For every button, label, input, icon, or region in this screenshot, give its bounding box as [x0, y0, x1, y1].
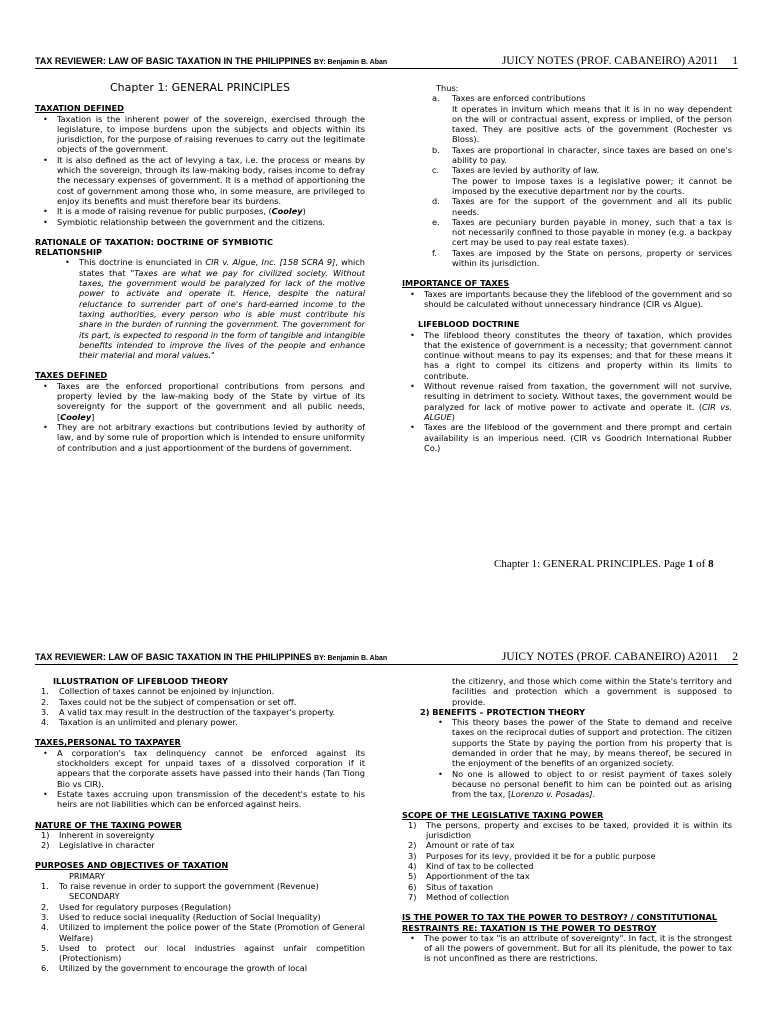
- list-item: f. Taxes are imposed by the State on persons, property or services within its jurisdiction.: [432, 247, 732, 269]
- list-item: 2) Legislative in character: [41, 840, 155, 851]
- list-item: • The lifeblood theory constitutes the theory of taxation, which provides that the existence of government is a necessity; that government cannot continue without means to pay its expenses; and that for these means it has a right to compel its citizens and property within its limits to contribute.: [402, 330, 732, 381]
- page-header: [35, 648, 738, 665]
- header-right: [502, 55, 738, 67]
- heading-importance: IMPORTANCE OF TAXES: [402, 278, 510, 289]
- list-item: b. Taxes are proportional in character, since taxes are based on one's ability to pay.: [432, 144, 732, 166]
- page-2: [0, 600, 768, 1024]
- list-item: 3. Used to reduce social inequality (Reduction of Social Inequality): [41, 911, 321, 922]
- list-item: 4. Utilized to implement the police power of the State (Promotion of General Welfare): [41, 922, 365, 943]
- heading-benefits: 2) BENEFITS – PROTECTION THEORY: [420, 706, 586, 717]
- list-item: 7) Method of collection: [408, 891, 510, 902]
- list-item: a. Taxes are enforced contributions It operates in invitum which means that it is in no way dependent on the will or contractual assent, express or implied, of the person taxed. They are positive acts of the government (Rochester vs Bloss).: [432, 93, 732, 145]
- thus-label: Thus:: [436, 83, 459, 93]
- list-item: 1. Collection of taxes cannot be enjoined by injunction.: [41, 686, 275, 697]
- list-item: c. Taxes are levied by authority of law. The power to impose taxes is a legislative power; it cannot be imposed by the executive department nor by the courts.: [432, 165, 732, 196]
- citation: Cooley: [271, 206, 303, 217]
- thus-list: [402, 93, 732, 268]
- left-column: [35, 676, 365, 974]
- list-item: 4) Kind of tax to be collected: [408, 861, 534, 872]
- header-author: BY: Benjamin B. Aban: [314, 655, 388, 662]
- citation: Cooley: [60, 411, 92, 422]
- heading-purposes: PURPOSES AND OBJECTIVES OF TAXATION: [35, 860, 229, 871]
- scope-list: [402, 820, 732, 902]
- primary-label: PRIMARY: [69, 870, 105, 881]
- quote: Taxes are what we pay for civilized society. Without taxes, the government would be paralyzed for lack of the motive power to activate and operate it. Hence, despite the natural reluctance to surrender part of one's hard-earned income to the taxing authorities, every person who is able must contribute his share in the burden of running the government. The government for its part, is expected to respond in the form of tangible and intangible benefits intended to improve the lives of the people and enhance their material and moral values.: [79, 267, 365, 361]
- list-item: • The power to tax "is an attribute of sovereignty". In fact, it is the strongest of all the powers of government. But for all its plenitude, the power to tax is not unconfined as there are restrictions.: [402, 933, 732, 964]
- destroy-list: [402, 933, 732, 964]
- page-number: 2: [732, 651, 738, 663]
- purposes-primary-list: [35, 881, 365, 891]
- heading-scope: SCOPE OF THE LEGISLATIVE TAXING POWER: [402, 809, 604, 820]
- heading-illustration: ILLUSTRATION OF LIFEBLOOD THEORY: [53, 676, 228, 686]
- header-title: TAX REVIEWER: LAW OF BASIC TAXATION IN THE PHILIPPINES BY: Benjamin B. Aban: [35, 56, 388, 66]
- list-item: 2. Used for regulatory purposes (Regulation): [41, 901, 232, 912]
- header-title: TAX REVIEWER: LAW OF BASIC TAXATION IN THE PHILIPPINES BY: Benjamin B. Aban: [35, 652, 388, 662]
- page-footer: Chapter 1: GENERAL PRINCIPLES. Page 1 of 8: [494, 558, 714, 570]
- list-item: • Taxes are the lifeblood of the government and there prompt and certain availability is an imperious need. (CIR vs Goodrich International Rubber Co.): [402, 422, 732, 453]
- right-column: [402, 676, 732, 964]
- taxation-defined-list: [35, 114, 365, 227]
- left-column: [35, 83, 365, 453]
- page-number: 1: [732, 55, 738, 67]
- citation: Lorenzo v. Posadas]: [511, 789, 593, 800]
- header-note: JUICY NOTES (PROF. CABANEIRO) A2011: [501, 55, 719, 67]
- header-note: JUICY NOTES (PROF. CABANEIRO) A2011: [501, 651, 719, 663]
- list-item: • This theory bases the power of the State to demand and receive taxes on the reciprocal duties of support and protection. The citizen supports the State by paying the portion from his property that is demanded in order that he may, by means thereof, be secured in the enjoyment of the benefits of an organized society.: [430, 717, 732, 768]
- personal-list: [35, 748, 365, 810]
- list-item: 1) Inherent in sovereignty: [41, 829, 155, 840]
- list-item: 2. Taxes could not be the subject of compensation or set off.: [41, 696, 297, 707]
- list-item: 4. Taxation is an unlimited and plenary power.: [41, 717, 238, 728]
- list-item: 5. Used to protect our local industries against unfair competition (Protectionism): [41, 942, 365, 964]
- list-item: • Taxes are importants because they the lifeblood of the government and so should be calculated without unnecessary hindrance (CIR vs Algue).: [402, 289, 732, 310]
- list-item: • Symbiotic relationship between the government and the citizens.: [35, 217, 365, 227]
- list-item: e. Taxes are pecuniary burden payable in money, such that a tax is not necessarily confined to those payable in money (e.g. a backpay cert may be used to pay real estate taxes).: [432, 216, 732, 248]
- list-item: 1. To raise revenue in order to support the government (Revenue): [41, 881, 319, 892]
- list-item: • Taxation is the inherent power of the sovereign, exercised through the legislature, to impose burdens upon the subjects and objects within its jurisdiction, for the purpose of raising revenues to carry out the legitimate objects of the government.: [35, 114, 365, 155]
- rationale-list: [35, 257, 365, 360]
- list-item: • This doctrine is enunciated in CIR v. Algue, Inc. [158 SCRA 9], which states that "Taxes are what we pay for civilized society. Without taxes, the government would be paralyzed for lack of the motive power to activate and operate it. Hence, despite the natural reluctance to surrender part of one's hard-earned income to the taxing authorities, every person who is able must contribute his share in the burden of running the government. The government for its part, is expected to respond in the form of tangible and intangible benefits intended to improve the lives of the people and enhance their material and moral values.": [57, 257, 365, 360]
- list-item: 6. Utilized by the government to encourage the growth of local: [41, 963, 308, 974]
- list-item: • It is a mode of raising revenue for public purposes, (Cooley): [35, 206, 365, 216]
- list-item: 3. A valid tax may result in the destruction of the taxpayer's property.: [41, 706, 336, 717]
- heading-nature: NATURE OF THE TAXING POWER: [35, 819, 182, 830]
- illustration-list: [35, 686, 365, 727]
- list-item: 1) The persons, property and excises to be taxed, provided it is within its jurisdiction: [408, 819, 732, 841]
- header-author: BY: Benjamin B. Aban: [314, 59, 388, 66]
- list-item: 3) Purposes for its levy, provided it be for a public purpose: [408, 850, 656, 861]
- list-item: 6) Situs of taxation: [408, 881, 494, 892]
- header-right: [502, 651, 738, 663]
- list-item: d. Taxes are for the support of the government and all its public needs.: [432, 196, 732, 217]
- heading-taxes-defined: TAXES DEFINED: [35, 370, 108, 381]
- footer-page: 1: [687, 558, 694, 570]
- footer-total: 8: [708, 558, 714, 570]
- chapter-title: Chapter 1: GENERAL PRINCIPLES: [109, 81, 291, 94]
- continued-text: the citizenry, and those which come within the State's territory and facilities and protection which a government is supposed to provide.: [452, 676, 732, 707]
- heading-lifeblood: LIFEBLOOD DOCTRINE: [418, 319, 520, 330]
- page-header: [35, 52, 738, 69]
- heading-personal: TAXES,PERSONAL TO TAXPAYER: [35, 737, 181, 748]
- purposes-secondary-list: [35, 902, 365, 974]
- list-item: • Without revenue raised from taxation, the government will not survive, resulting in detriment to society. Without taxes, the government would be paralyzed for lack of motive power to activate and operate it. (CIR vs. ALGUE): [402, 381, 732, 422]
- benefits-list: [402, 717, 732, 799]
- list-item: 2) Amount or rate of tax: [408, 840, 515, 851]
- lifeblood-list: [402, 330, 732, 454]
- nature-list: [35, 830, 365, 851]
- list-item: 5) Apportionment of the tax: [408, 871, 530, 882]
- heading-taxation-defined: TAXATION DEFINED: [35, 103, 124, 114]
- list-item: • They are not arbitrary exactions but contributions levied by authority of law, and by some rule of proportion which is intended to ensure uniformity of contribution and a just apportionment of the burdens of government.: [35, 422, 365, 453]
- case-citation: CIR v. Algue, Inc. [158 SCRA 9]: [205, 257, 336, 268]
- secondary-label: SECONDARY: [69, 891, 120, 902]
- list-item: • It is also defined as the act of levying a tax, i.e. the process or means by which the sovereign, through its law-making body, raises income to defray the necessary expenses of government. It is a method of apportioning the cost of government among those who, in some measure, are privileged to enjoy its benefits and must therefore bear its burdens.: [35, 155, 365, 206]
- list-item: • A corporation's tax delinquency cannot be enforced against its stockholders except for unpaid taxes of a dissolved corporation if it appears that the corporate assets have passed into their hands (Tan Tiong Bio vs CIR).: [35, 748, 365, 789]
- citation: CIR vs. ALGUE: [424, 401, 732, 422]
- importance-list: [402, 289, 732, 310]
- taxes-defined-list: [35, 381, 365, 453]
- list-item: • No one is allowed to object to or resist payment of taxes solely because no personal benefit to him can be pointed out as arising from the tax, [Lorenzo v. Posadas].: [430, 769, 732, 800]
- right-column: [402, 83, 732, 453]
- list-item: • Taxes are the enforced proportional contributions from persons and property levied by the law-making body of the State by virtue of its sovereignty for the support of the government and all public needs, [Cooley]: [35, 381, 365, 422]
- heading-rationale: RATIONALE OF TAXATION: DOCTRINE OF SYMBIOTIC RELATIONSHIP: [35, 236, 273, 258]
- list-item: • Estate taxes accruing upon transmission of the decedent's estate to his heirs are not liabilities which can be enforced against heirs.: [35, 789, 365, 810]
- heading-destroy: IS THE POWER TO TAX THE POWER TO DESTROY? / CONSTITUTIONAL RESTRAINTS RE: TAXATION IS THE POWER TO DESTROY: [402, 912, 718, 933]
